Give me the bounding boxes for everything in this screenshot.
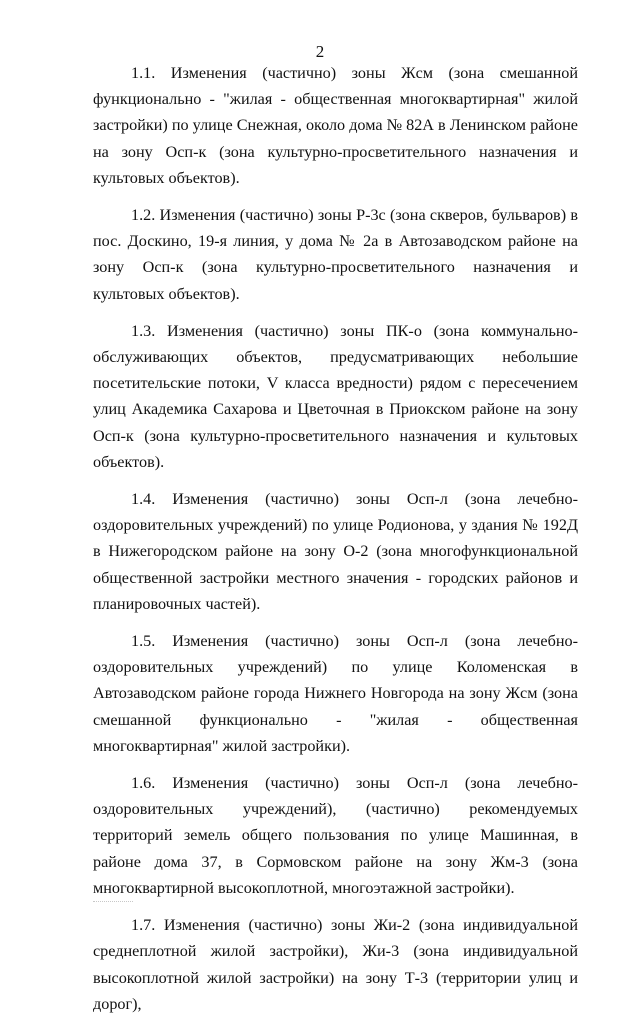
paragraph-1-2: 1.2. Изменения (частично) зоны Р-3с (зона скверов, бульваров) в пос. Доскино, 19-я линия, у дома № 2а в Автозаводском районе на зону Осп-к (зона культурно-просветительного назначения и культовых объектов). <box>93 206 578 303</box>
paragraph-1-4: 1.4. Изменения (частично) зоны Осп-л (зона лечебно-оздоровительных учреждений) по улице Родионова, у здания № 192Д в Нижегородском районе на зону О-2 (зона многофункциональной общественной застройки местного значения - городских районов и планировочных частей). <box>93 490 578 613</box>
paragraph-1-1: 1.1. Изменения (частично) зоны Жсм (зона смешанной функционально - "жилая - общественная многоквартирная" жилой застройки) по улице Снежная, около дома № 82А в Ленинском районе на зону Осп-к (зона культурно-просветительного назначения и культовых объектов). <box>93 64 578 187</box>
paragraph-1-5: 1.5. Изменения (частично) зоны Осп-л (зона лечебно-оздоровительных учреждений) по улице Коломенская в Автозаводском районе города Нижнего Новгорода на зону Жсм (зона смешанной функционально - "жилая - общественная многоквартирная" жилой застройки). <box>93 632 578 755</box>
paragraph-1-6: 1.6. Изменения (частично) зоны Осп-л (зона лечебно-оздоровительных учреждений), (частично) рекомендуемых территорий земель общего пользования по улице Машинная, в районе дома 37, в Сормовском районе на зону Жм-3 (зона многоквартирной высокоплотной, многоэтажной застройки). <box>93 774 578 897</box>
paragraph-1-3: 1.3. Изменения (частично) зоны ПК-о (зона коммунально-обслуживающих объектов, предусматривающих небольшие посетительские потоки, V класса вредности) рядом с пересечением улиц Академика Сахарова и Цветочная в Приокском районе на зону Осп-к (зона культурно-просветительного назначения и культовых объектов). <box>93 321 578 471</box>
document-body <box>93 60 578 1017</box>
paragraph-1-7: 1.7. Изменения (частично) зоны Жи-2 (зона индивидуальной среднеплотной жилой застройки), Жи-3 (зона индивидуальной высокоплотной жилой застройки) на зону Т-3 (территории улиц и дорог), <box>93 916 578 1013</box>
scan-artifact <box>93 901 133 905</box>
page-number: 2 <box>315 42 325 61</box>
